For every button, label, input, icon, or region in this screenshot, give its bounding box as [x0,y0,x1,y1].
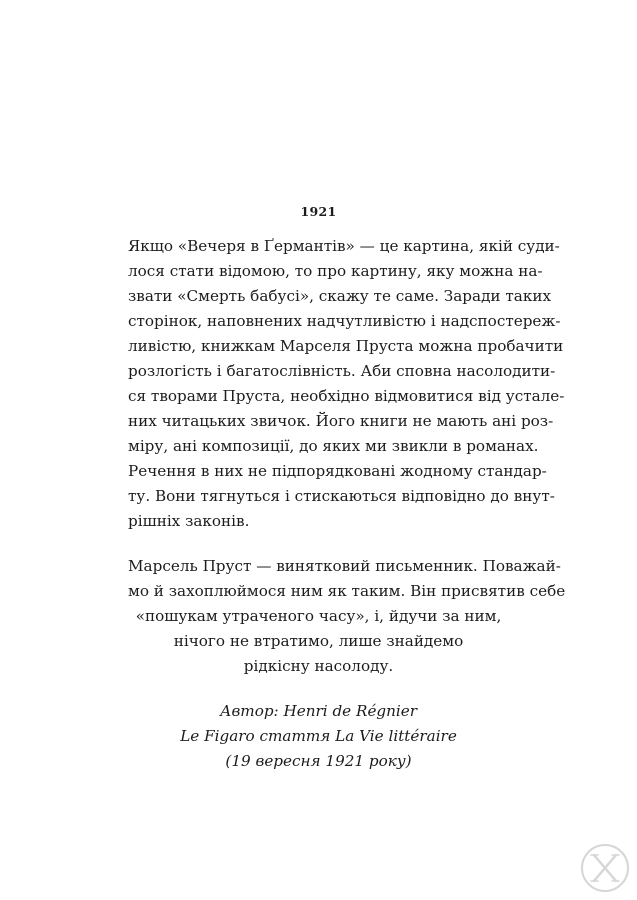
text-line: ся творами Пруста, необхідно відмовитися від устале- [128,387,565,405]
text-line: нічого не втратимо, лише знайдемо [173,632,464,650]
text-line: ливістю, книжкам Марселя Пруста можна пробачити [128,337,564,355]
text-line: рідкісну насолоду. [243,657,394,675]
text-line: «пошукам утраченого часу», і, йдучи за ним, [135,607,502,625]
text-line: лося стати відомою, то про картину, яку можна на- [128,262,543,280]
text-line: мо й захоплюймося ним як таким. Він присвятив себе [128,582,566,600]
text-line: них читацьких звичок. Його книги не мають ані роз- [128,412,554,430]
x-corner-logo-icon [579,842,631,894]
chapter-year-heading: 1921 [300,204,337,219]
text-line: рішніх законів. [128,512,250,530]
text-line: Якщо «Вечеря в Ґермантів» — це картина, якій суди- [128,237,560,255]
text-line: Речення в них не підпорядковані жодному стандар- [128,462,547,480]
text-line: розлогість і багатослівність. Аби сповна насолодити- [128,362,556,380]
text-line: ту. Вони тягнуться і стискаються відповідно до внут- [128,487,555,505]
text-line: міру, ані композиції, до яких ми звикли в романах. [128,437,539,455]
text-line: Марсель Пруст — винятковий письменник. Поважай- [128,557,561,575]
text-line: звати «Смерть бабусі», скажу те саме. Заради таких [128,287,552,305]
text-line: сторінок, наповнених надчутливістю і надспостереж- [128,312,561,330]
attribution-date: (19 вересня 1921 року) [225,752,412,770]
attribution-author: Автор: Henri de Régnier [219,702,418,720]
attribution-source: Le Figaro стаття La Vie littéraire [180,727,457,745]
